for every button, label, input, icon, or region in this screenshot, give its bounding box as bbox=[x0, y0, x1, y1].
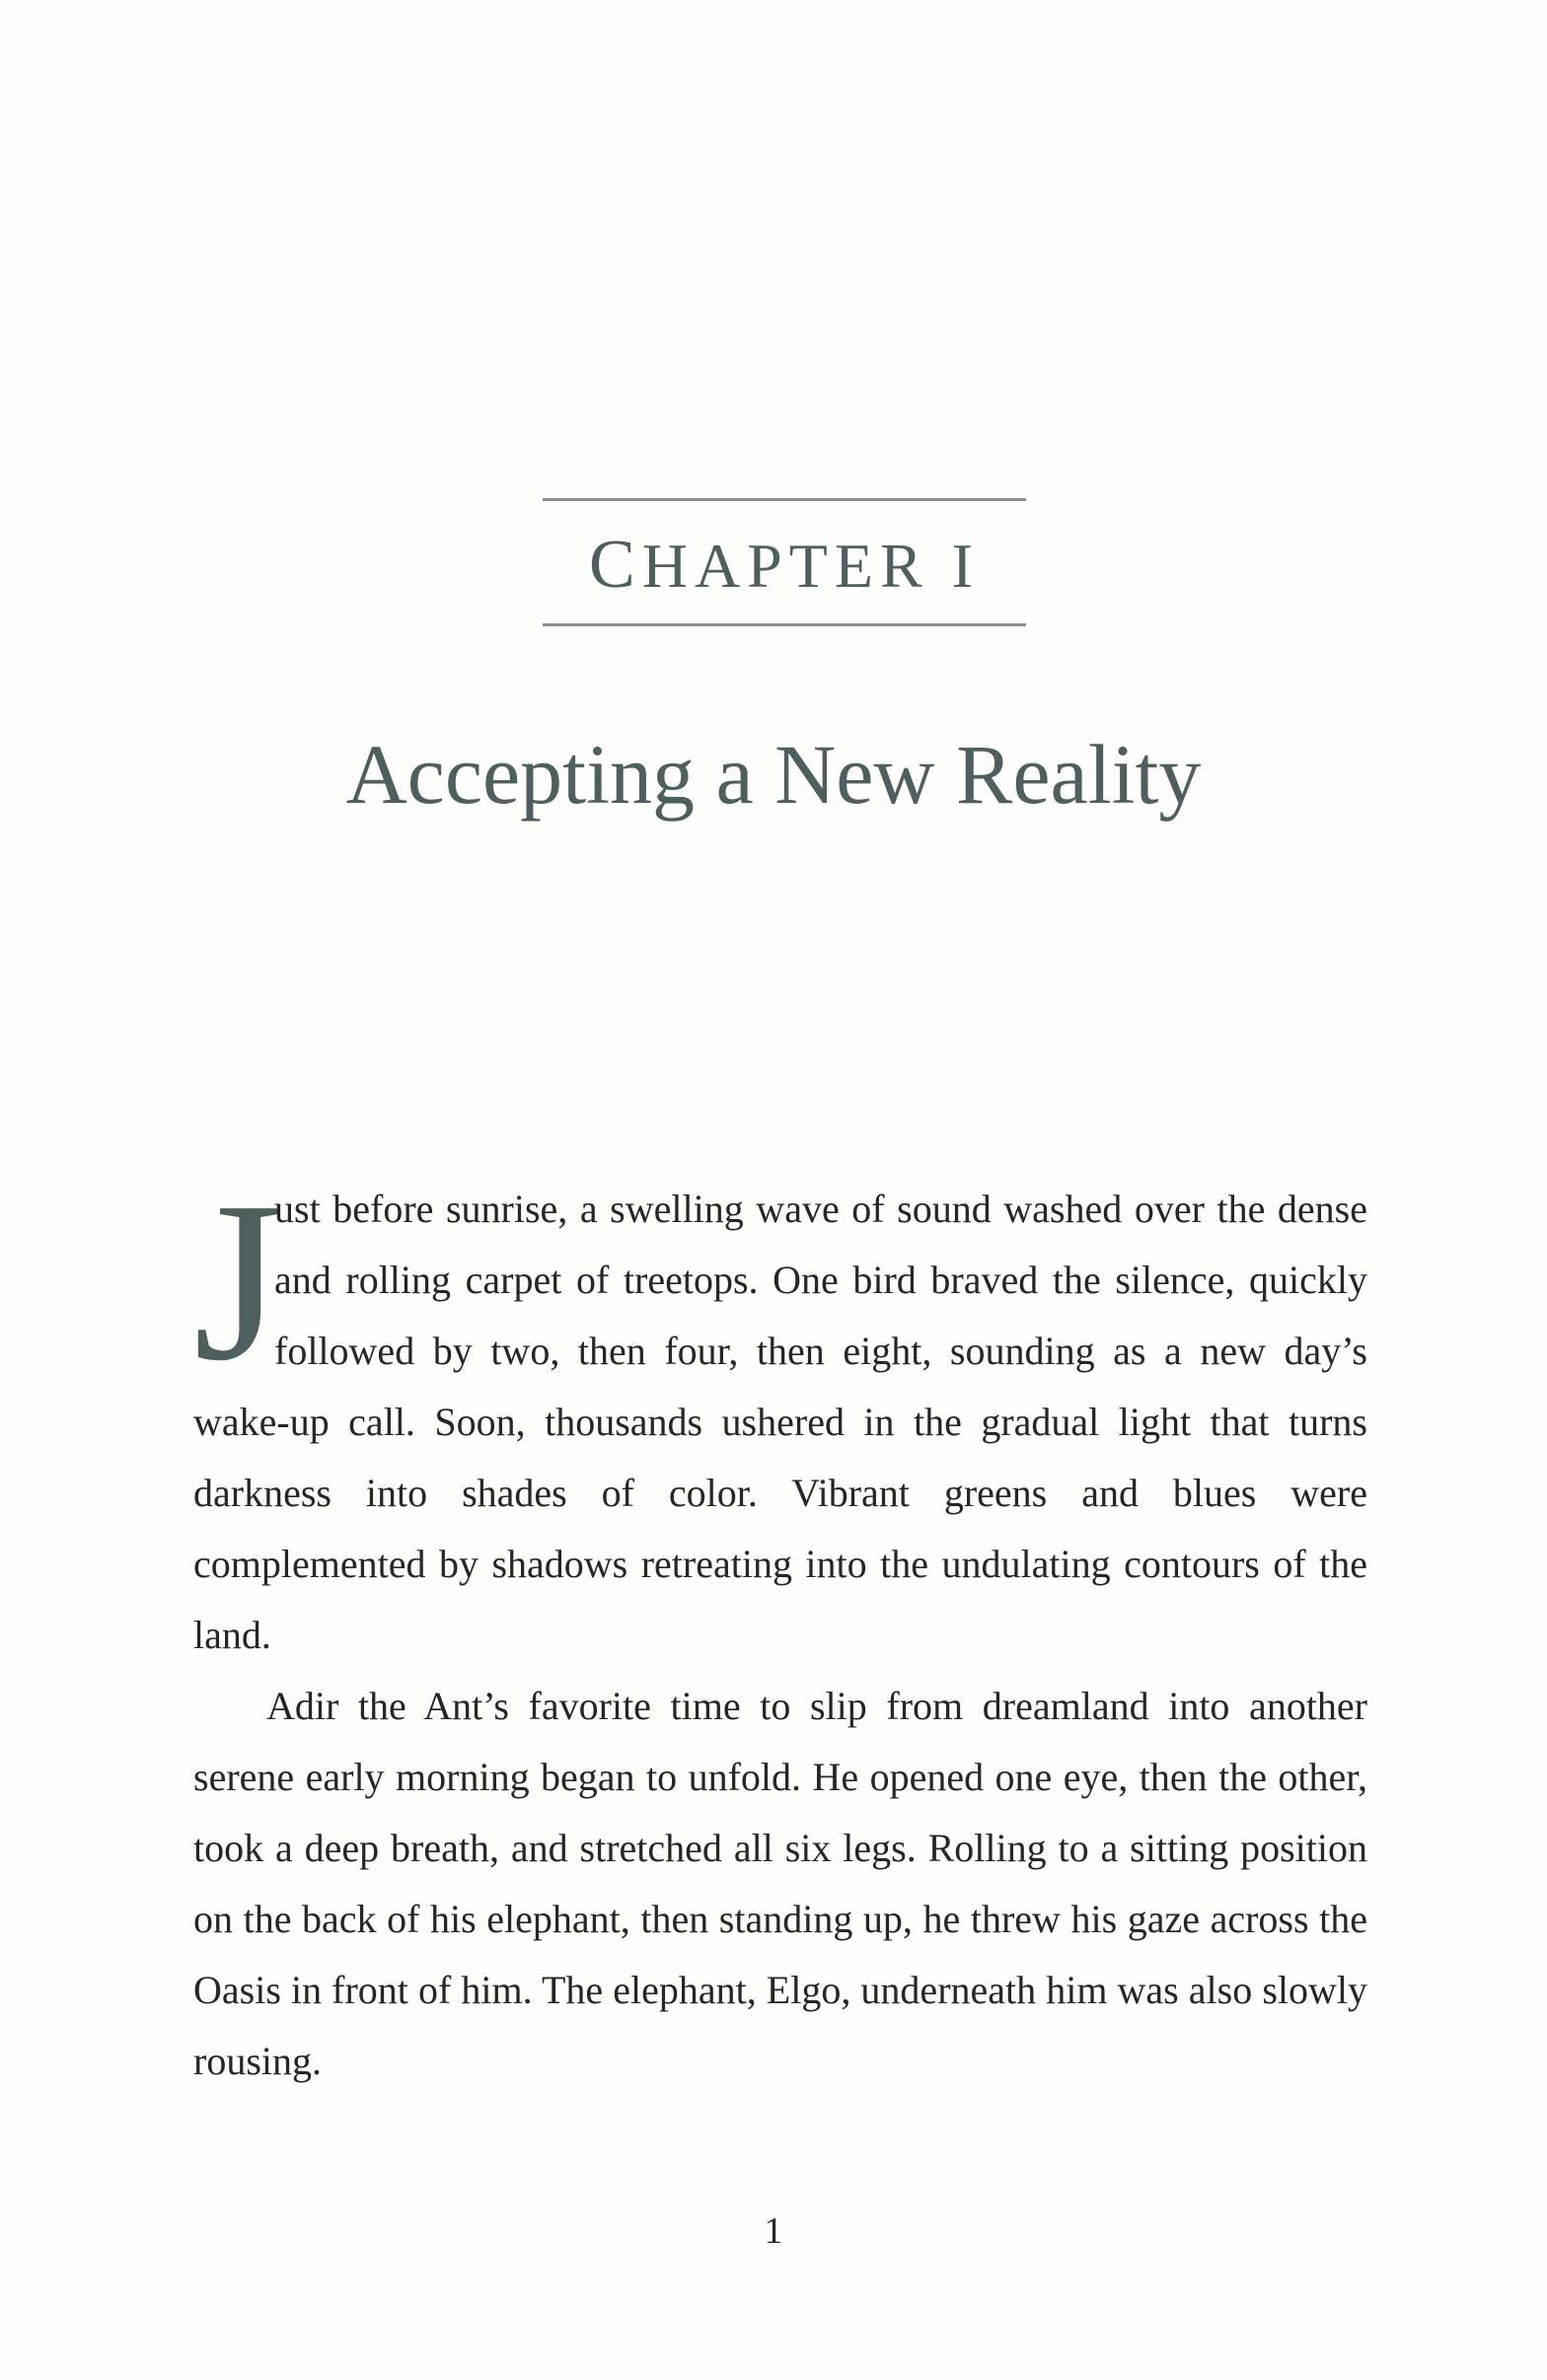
paragraph-1 bbox=[193, 1155, 1367, 1671]
body-text bbox=[193, 1155, 1367, 2097]
chapter-title: Accepting a New Reality bbox=[345, 727, 1202, 822]
drop-cap: J bbox=[193, 1155, 283, 1408]
chapter-label-rest: HAPTER bbox=[641, 531, 929, 601]
page-number: 1 bbox=[764, 2210, 783, 2252]
chapter-rule-top bbox=[543, 498, 1026, 501]
paragraph-1-text: ust before sunrise, a swelling wave of sound washed over the dense and rolling carpet of treetops. One bird braved the silence, quickly followed by two, then four, then eight, sounding as a new day’s wake-up call. Soon, thousands ushered in the gradual light that turns darkness into shades of color. Vibrant greens and blues were complemented by shadows retreating into the undulating contours of the land. bbox=[193, 1187, 1367, 1657]
paragraph-2: Adir the Ant’s favorite time to slip from dreamland into another serene early morning began to unfold. He opened one eye, then the other, took a deep breath, and stretched all six legs. Rolling to a sitting position on the back of his elephant, then standing up, he threw his gaze across the Oasis in front of him. The elephant, Elgo, underneath him was also slowly rousing. bbox=[193, 1684, 1367, 2083]
chapter-label bbox=[543, 527, 1026, 603]
chapter-rule-bottom bbox=[543, 623, 1026, 626]
chapter-heading bbox=[543, 498, 1026, 626]
chapter-label-initial: C bbox=[589, 527, 642, 603]
chapter-number: I bbox=[951, 531, 980, 601]
